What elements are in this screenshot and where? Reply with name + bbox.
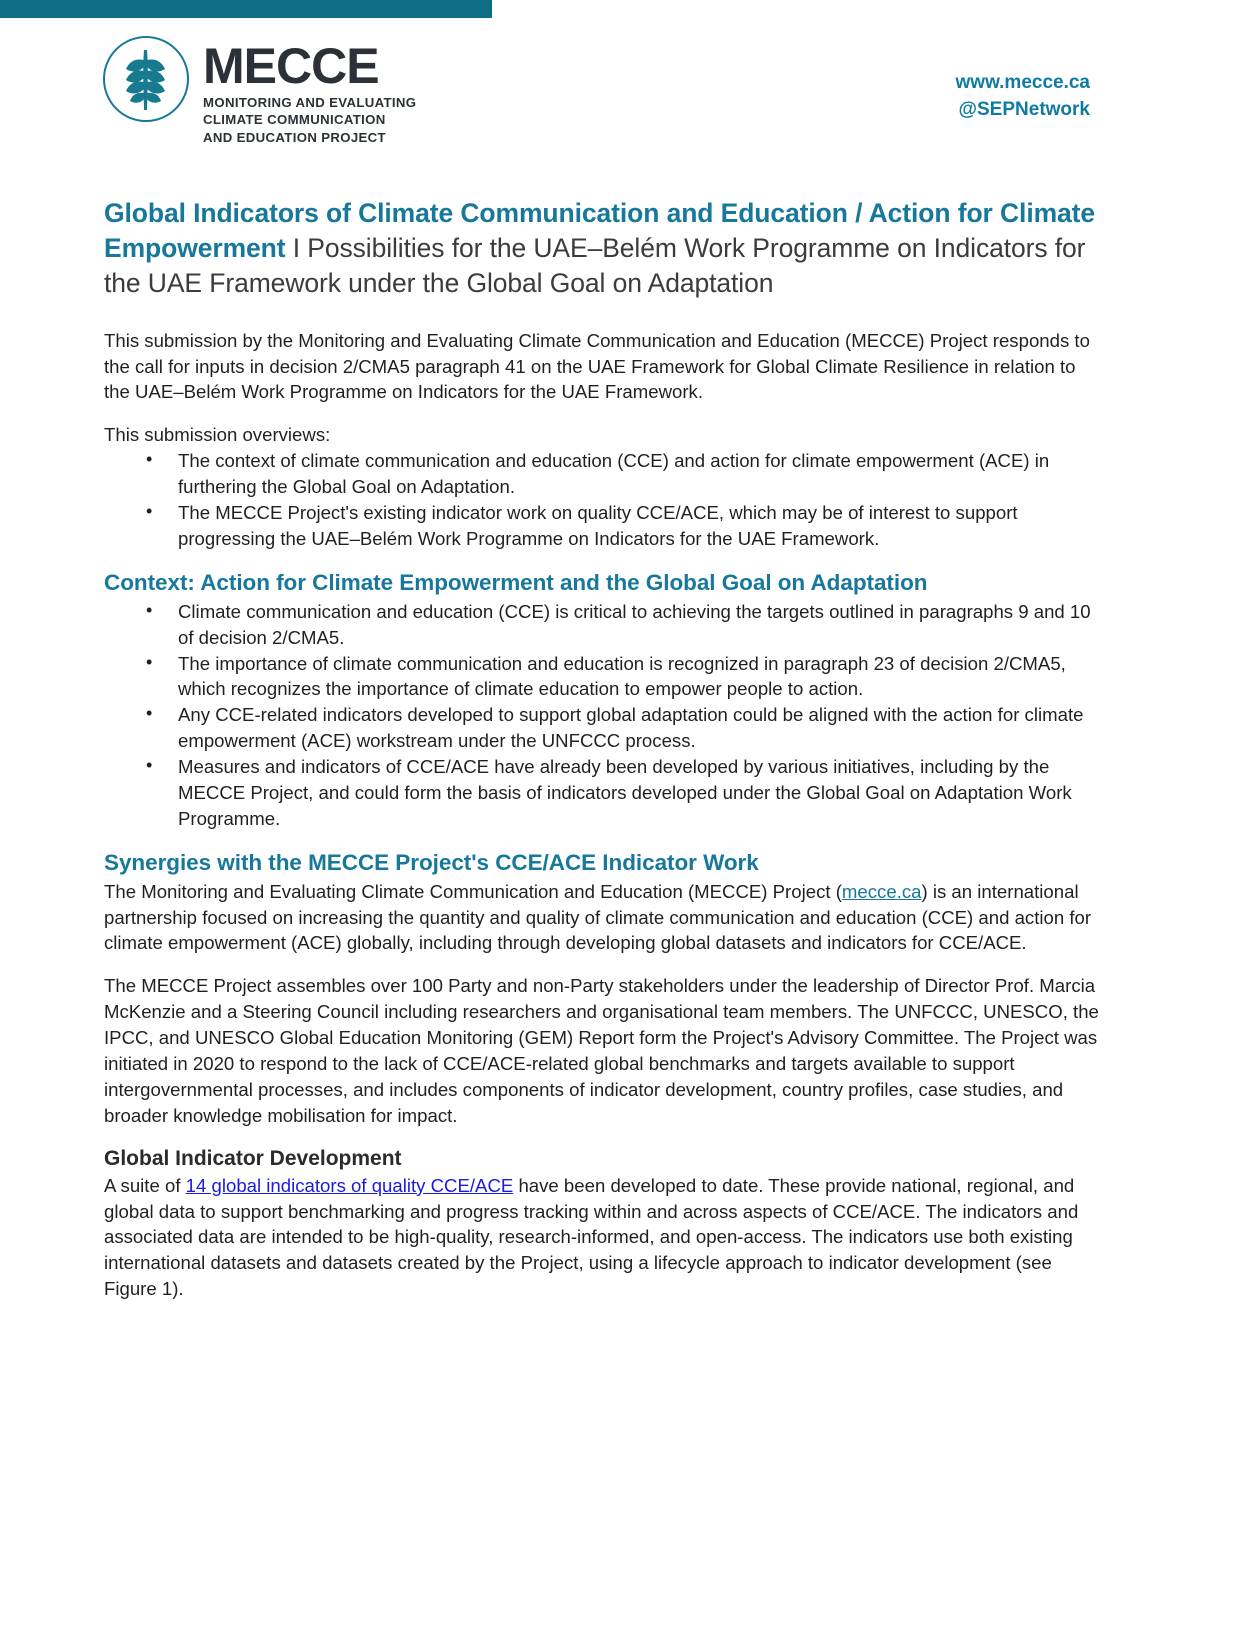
document-body [104,196,1099,1302]
list-item: • Climate communication and education (CCE) is critical to achieving the targets outlined in paragraphs 9 and 10 of decision 2/CMA5. [104,599,1099,651]
synergies-para1-before: The Monitoring and Evaluating Climate Communication and Education (MECCE) Project ( [104,880,842,902]
page-title-accent: Global Indicators of Climate Communication and Education / Action for Climate Empowerment [104,198,1096,264]
social-handle[interactable]: @SEPNetwork [958,98,1090,120]
indicator-para-before: A suite of [104,1174,186,1196]
subsection-heading-global-indicator-development: Global Indicator Development [104,1147,402,1171]
context-bullet-list [104,599,1099,832]
logo-tagline [203,94,416,146]
page-title [104,196,1099,302]
logo-tagline-line-1: MONITORING AND EVALUATING [203,95,417,110]
section-heading-synergies: Synergies with the MECCE Project's CCE/ACE Indicator Work [104,850,759,876]
contact-block [956,70,1090,124]
indicator-paragraph [104,1173,1099,1302]
document-header [0,32,1250,145]
overviews-lead: This submission overviews: [104,424,331,446]
list-item: • The importance of climate communication and education is recognized in paragraph 23 of decision 2/CMA5, which recognizes the importance of climate education to empower people to action. [104,651,1099,703]
page-title-rest: I Possibilities for the UAE–Belém Work Programme on Indicators for the UAE Framework under the Global Goal on Adaptation [104,233,1086,299]
logo-tagline-line-3: AND EDUCATION PROJECT [203,129,386,145]
logo-tagline-line-2: CLIMATE COMMUNICATION [203,112,386,128]
list-item: • The MECCE Project's existing indicator work on quality CCE/ACE, which may be of interest to support progressing the UAE–Belém Work Programme on Indicators for the UAE Framework. [104,500,1099,552]
website-url[interactable]: www.mecce.ca [955,72,1090,93]
synergies-paragraph-1 [104,879,1099,957]
global-indicators-link[interactable]: 14 global indicators of quality CCE/ACE [185,1174,514,1196]
section-heading-context: Context: Action for Climate Empowerment and the Global Goal on Adaptation [104,570,928,596]
list-item: • Measures and indicators of CCE/ACE have already been developed by various initiatives, including by the MECCE Project, and could form the basis of indicators developed under the Global Goal on Adaptation Work Programme. [104,754,1099,832]
logo-wordmark: MECCE [203,38,379,94]
top-accent-bar [0,0,492,18]
overviews-list [104,448,1099,551]
list-item: • The context of climate communication and education (CCE) and action for climate empowerment (ACE) in furthering the Global Goal on Adaptation. [104,448,1099,500]
intro-paragraph: This submission by the Monitoring and Evaluating Climate Communication and Education (MECCE) Project responds to the call for inputs in decision 2/CMA5 paragraph 41 on the UAE Framework for Global Climate Resilience in relation to the UAE–Belém Work Programme on Indicators for the UAE Framework. [104,329,1090,403]
indicator-para-after: have been developed to date. These provide national, regional, and global data to support benchmarking and progress tracking within and across aspects of CCE/ACE. The indicators and associated data are intended to be high-quality, research-informed, and open-access. The indicators use both existing international datasets and datasets created by the Project, using a lifecycle approach to indicator development (see Figure 1). [104,1174,1079,1300]
synergies-paragraph-2: The MECCE Project assembles over 100 Party and non-Party stakeholders under the leadership of Director Prof. Marcia McKenzie and a Steering Council including researchers and organisational team members. The UNFCCC, UNESCO, the IPCC, and UNESCO Global Education Monitoring (GEM) Report form the Project's Advisory Committee. The Project was initiated in 2020 to respond to the lack of CCE/ACE-related global benchmarks and targets available to support intergovernmental processes, and includes components of indicator development, country profiles, case studies, and broader knowledge mobilisation for impact. [104,975,1099,1126]
mecce-logo [103,36,416,146]
mecce-ca-link[interactable]: mecce.ca [841,880,922,902]
leaf-icon [103,36,189,122]
list-item: • Any CCE-related indicators developed to support global adaptation could be aligned with the action for climate empowerment (ACE) workstream under the UNFCCC process. [104,702,1099,754]
synergies-para1-after: ) is an international partnership focused on increasing the quantity and quality of climate communication and education (CCE) and action for climate empowerment (ACE) globally, including through developing global datasets and indicators for CCE/ACE. [104,880,1092,954]
